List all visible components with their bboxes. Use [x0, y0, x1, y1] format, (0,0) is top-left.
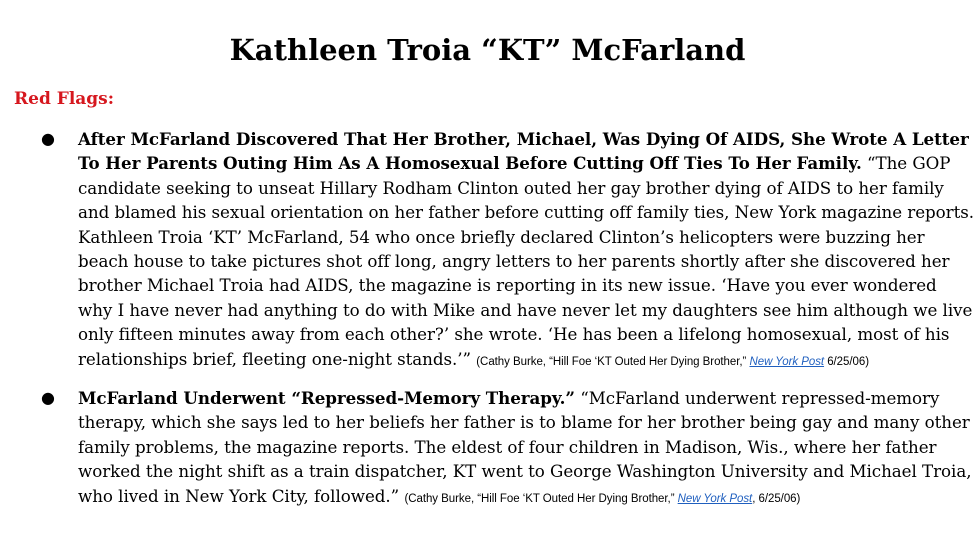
page-title: Kathleen Troia “KT” McFarland	[229, 33, 746, 67]
citation-suffix: 6/25/06)	[824, 355, 869, 368]
source-link[interactable]: New York Post	[749, 355, 825, 368]
bullet-icon: ●	[41, 388, 55, 408]
item-quote: “The GOP candidate seeking to unseat Hillary Rodham Clinton outed her gay brother dying of AIDS to her family and blamed his sexual orientation on her father before cutting off family ties, New York magazine reports. Kathleen Troia ‘KT’ McFarland, 54 who once briefly declared Clinton’s helicopters were buzzing her beach house to take pictures shot off long, angry letters to her parents shortly after she discovered her brother Michael Troia had AIDS, the magazine is reporting in its new issue. ‘Have you ever wondered why I have never had anything to do with Mike and have never let my daughters see him although we live only fifteen minutes away from each other?’ she wrote. ‘He has been a lifelong homosexual, most of his relationships brief, fleeting one-night stands.’”	[78, 153, 975, 369]
item-quote: “McFarland underwent repressed-memory therapy, which she says led to her beliefs her father is to blame for her brother being gay and many other family problems, the magazine reports. The eldest of four children in Madison, Wis., where her father worked the night shift as a train dispatcher, KT went to George Washington University and Michael Troia, who lived in New York City, followed.”	[78, 388, 972, 506]
item-heading: After McFarland Discovered That Her Brother, Michael, Was Dying Of AIDS, She Wrote A Letter To Her Parents Outing Him As A Homosexual Before Cutting Off Ties To Her Family.	[78, 129, 969, 174]
source-link[interactable]: New York Post	[677, 492, 753, 505]
bullet-icon: ●	[41, 129, 55, 148]
citation	[404, 493, 800, 505]
list-item	[0, 127, 975, 374]
citation	[476, 356, 869, 368]
list-item	[0, 386, 975, 511]
red-flags-list	[0, 127, 975, 511]
citation-suffix: , 6/25/06)	[752, 492, 801, 505]
citation-prefix: (Cathy Burke, “Hill Foe ‘KT Outed Her Dying Brother,”	[476, 355, 747, 368]
citation-prefix: (Cathy Burke, “Hill Foe ‘KT Outed Her Dying Brother,”	[404, 492, 675, 505]
item-heading: McFarland Underwent “Repressed-Memory Therapy.”	[78, 388, 575, 409]
red-flags-heading: Red Flags:	[14, 89, 115, 109]
